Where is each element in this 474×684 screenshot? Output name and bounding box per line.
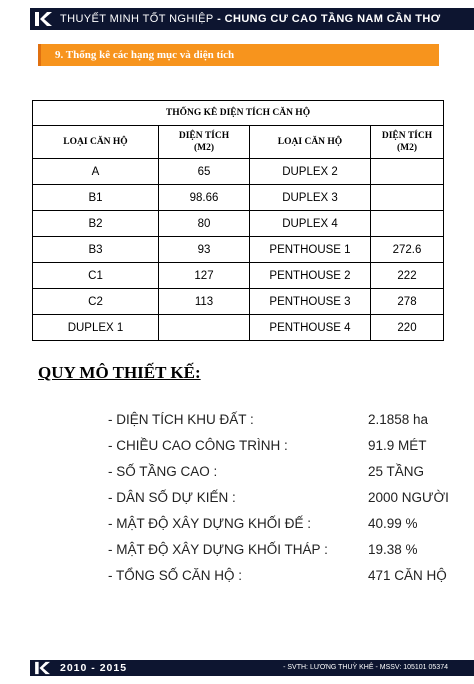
spec-label: - TỔNG SỐ CĂN HỘ : [108, 568, 243, 583]
spec-value: 25 TẦNG [368, 464, 425, 479]
cell-area-1: 93 [159, 237, 250, 263]
spec-value: 471 CĂN HỘ [368, 568, 447, 583]
table-row [33, 315, 444, 341]
list-item [108, 542, 448, 568]
cell-type-2: DUPLEX 3 [250, 185, 371, 211]
cell-type-1: C2 [33, 289, 159, 315]
list-item [108, 412, 448, 438]
cell-area-2 [371, 185, 444, 211]
header-apartment-type-2: LOẠI CĂN HỘ [250, 126, 371, 159]
cell-area-1: 98.66 [159, 185, 250, 211]
table-row [33, 185, 444, 211]
table-row [33, 159, 444, 185]
section-heading-bar [38, 44, 439, 66]
section-title: 9. Thống kê các hạng mục và diện tích [55, 49, 235, 61]
cell-type-2: PENTHOUSE 4 [250, 315, 371, 341]
spec-label: - MẬT ĐỘ XÂY DỰNG KHỐI THÁP : [108, 542, 328, 557]
spec-label: - SỐ TẦNG CAO : [108, 464, 218, 479]
design-scale-title: QUY MÔ THIẾT KẾ: [38, 363, 201, 382]
cell-type-2: DUPLEX 2 [250, 159, 371, 185]
header-area-1-line1: DIỆN TÍCH [178, 131, 230, 141]
spec-value: 2000 NGƯỜI [368, 490, 449, 505]
list-item [108, 516, 448, 542]
table-row [33, 211, 444, 237]
cell-area-2 [371, 211, 444, 237]
header-area-1-line2: (M2) [193, 143, 215, 153]
header-area-2-line2: (M2) [396, 143, 418, 153]
cell-area-2: 272.6 [371, 237, 444, 263]
cell-area-2: 222 [371, 263, 444, 289]
cell-type-1: A [33, 159, 159, 185]
spec-value: 91.9 MÉT [368, 438, 427, 453]
design-scale-list [108, 412, 448, 594]
cell-area-2: 278 [371, 289, 444, 315]
spec-label: - MẬT ĐỘ XÂY DỰNG KHỐI ĐẾ : [108, 516, 312, 531]
cell-area-1 [159, 315, 250, 341]
spec-value: 19.38 % [368, 542, 418, 557]
cell-area-1: 113 [159, 289, 250, 315]
spec-label: - DÂN SỐ DỰ KIẾN : [108, 490, 236, 505]
cell-area-1: 80 [159, 211, 250, 237]
table-header-row [33, 126, 444, 159]
footer-author: - SVTH: LƯƠNG THUỲ KHÊ - MSSV: 105101 05374 [283, 664, 448, 671]
table-row [33, 263, 444, 289]
header-right-text: CHUNG CƯ CAO TẦNG NAM CẦN THƠ [224, 13, 441, 25]
cell-type-2: PENTHOUSE 3 [250, 289, 371, 315]
footer-years: 2010 - 2015 [60, 662, 128, 674]
cell-type-2: PENTHOUSE 2 [250, 263, 371, 289]
spec-label: - CHIỀU CAO CÔNG TRÌNH : [108, 438, 288, 453]
school-logo-icon [34, 661, 52, 675]
list-item [108, 438, 448, 464]
header-title [60, 8, 441, 30]
cell-type-1: B3 [33, 237, 159, 263]
apartment-area-table [32, 100, 444, 341]
footer-bar [30, 660, 474, 676]
list-item [108, 464, 448, 490]
header-area-2 [371, 126, 444, 159]
school-logo-icon [34, 11, 54, 27]
spec-value: 40.99 % [368, 516, 418, 531]
cell-area-1: 65 [159, 159, 250, 185]
cell-type-1: C1 [33, 263, 159, 289]
table-row [33, 289, 444, 315]
header-area-2-line1: DIỆN TÍCH [381, 131, 433, 141]
header-apartment-type-1: LOẠI CĂN HỘ [33, 126, 159, 159]
cell-type-1: B1 [33, 185, 159, 211]
cell-area-2 [371, 159, 444, 185]
header-left-text: THUYẾT MINH TỐT NGHIỆP [60, 13, 214, 25]
spec-value: 2.1858 ha [368, 412, 429, 427]
header-bar [30, 8, 474, 30]
cell-area-2: 220 [371, 315, 444, 341]
spec-label: - DIỆN TÍCH KHU ĐẤT : [108, 412, 254, 427]
cell-area-1: 127 [159, 263, 250, 289]
cell-type-2: PENTHOUSE 1 [250, 237, 371, 263]
table-caption: THỐNG KÊ DIỆN TÍCH CĂN HỘ [33, 101, 444, 126]
header-area-1 [159, 126, 250, 159]
list-item [108, 568, 448, 594]
list-item [108, 490, 448, 516]
cell-type-2: DUPLEX 4 [250, 211, 371, 237]
table-caption-row [33, 101, 444, 126]
header-separator: - [213, 13, 225, 25]
cell-type-1: B2 [33, 211, 159, 237]
cell-type-1: DUPLEX 1 [33, 315, 159, 341]
table-row [33, 237, 444, 263]
